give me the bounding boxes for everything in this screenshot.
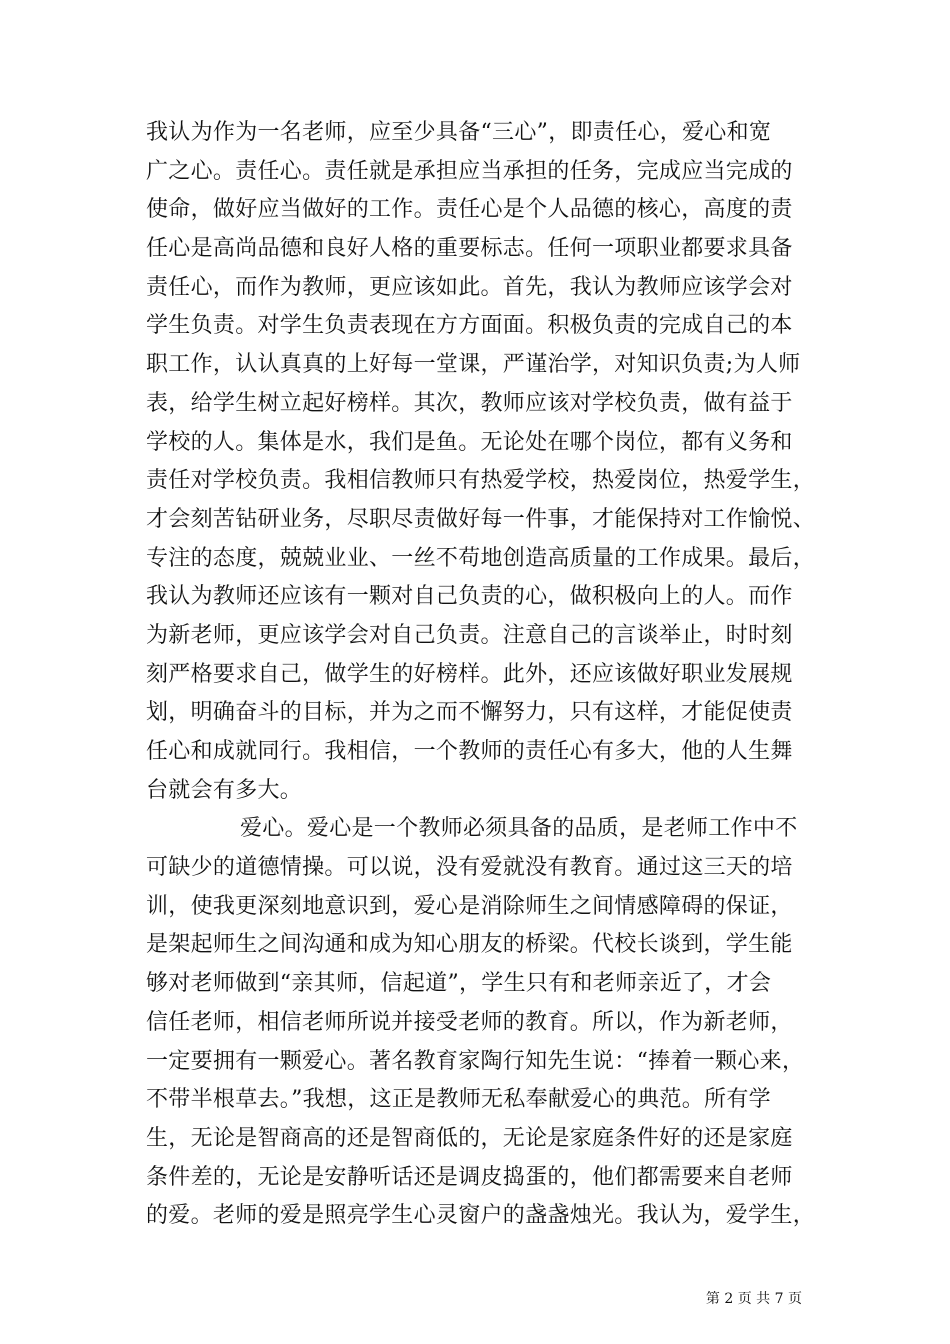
text-line: 学生负责。对学生负责表现在方方面面。积极负责的完成自己的本 [146,313,793,339]
page-number-footer: 第 2 页 共 7 页 [705,1291,802,1307]
text-line: 条件差的，无论是安静听话还是调皮捣蛋的，他们都需要来自老师 [146,1164,793,1190]
text-line: 任心是高尚品德和良好人格的重要标志。任何一项职业都要求具备 [146,236,793,262]
text-line: 我认为教师还应该有一颗对自己负责的心，做积极向上的人。而作 [146,584,793,610]
text-line: 划，明确奋斗的目标，并为之而不懈努力，只有这样，才能促使责 [146,700,793,726]
text-line: 学校的人。集体是水，我们是鱼。无论处在哪个岗位，都有义务和 [146,429,793,455]
text-line: 的爱。老师的爱是照亮学生心灵窗户的盏盏烛光。我认为，爱学生， [146,1203,816,1229]
text-line: 一定要拥有一颗爱心。著名教育家陶行知先生说：“捧着一颗心来， [146,1048,805,1074]
text-line: 生，无论是智商高的还是智商低的，无论是家庭条件好的还是家庭 [146,1125,793,1151]
text-line: 刻严格要求自己，做学生的好榜样。此外，还应该做好职业发展规 [146,661,793,687]
text-line: 够对老师做到“亲其师，信起道”，学生只有和老师亲近了，才会 [146,971,772,997]
text-line: 台就会有多大。 [146,777,303,803]
text-line: 不带半根草去。”我想，这正是教师无私奉献爱心的典范。所有学 [146,1087,771,1113]
text-line: 为新老师，更应该学会对自己负责。注意自己的言谈举止，时时刻 [146,622,793,648]
text-line: 职工作，认认真真的上好每一堂课，严谨治学，对知识负责;为人师 [146,352,801,378]
text-line: 广之心。责任心。责任就是承担应当承担的任务，完成应当完成的 [146,158,793,184]
text-line: 专注的态度，兢兢业业、一丝不苟地创造高质量的工作成果。最后， [146,545,816,571]
paragraph-start-line: 爱心。爱心是一个教师必须具备的品质，是老师工作中不 [240,816,798,842]
text-line: 我认为作为一名老师，应至少具备“三心”，即责任心，爱心和宽 [146,120,772,145]
body-text [146,114,816,1236]
text-line: 任心和成就同行。我相信，一个教师的责任心有多大，他的人生舞 [146,739,793,764]
text-line: 训，使我更深刻地意识到，爱心是消除师生之间情感障碍的保证， [146,893,793,919]
text-line: 才会刻苦钻研业务，尽职尽责做好每一件事，才能保持对工作愉悦、 [146,506,816,532]
text-line: 责任对学校负责。我相信教师只有热爱学校，热爱岗位，热爱学生， [146,468,816,494]
text-line: 使命，做好应当做好的工作。责任心是个人品德的核心，高度的责 [146,197,793,223]
text-line: 信任老师，相信老师所说并接受老师的教育。所以，作为新老师， [146,1009,793,1035]
text-line: 可缺少的道德情操。可以说，没有爱就没有教育。通过这三天的培 [146,855,793,881]
text-line: 是架起师生之间沟通和成为知心朋友的桥梁。代校长谈到，学生能 [146,932,793,958]
text-line: 责任心，而作为教师，更应该如此。首先，我认为教师应该学会对 [146,274,793,300]
text-line: 表，给学生树立起好榜样。其次，教师应该对学校负责，做有益于 [146,390,793,416]
